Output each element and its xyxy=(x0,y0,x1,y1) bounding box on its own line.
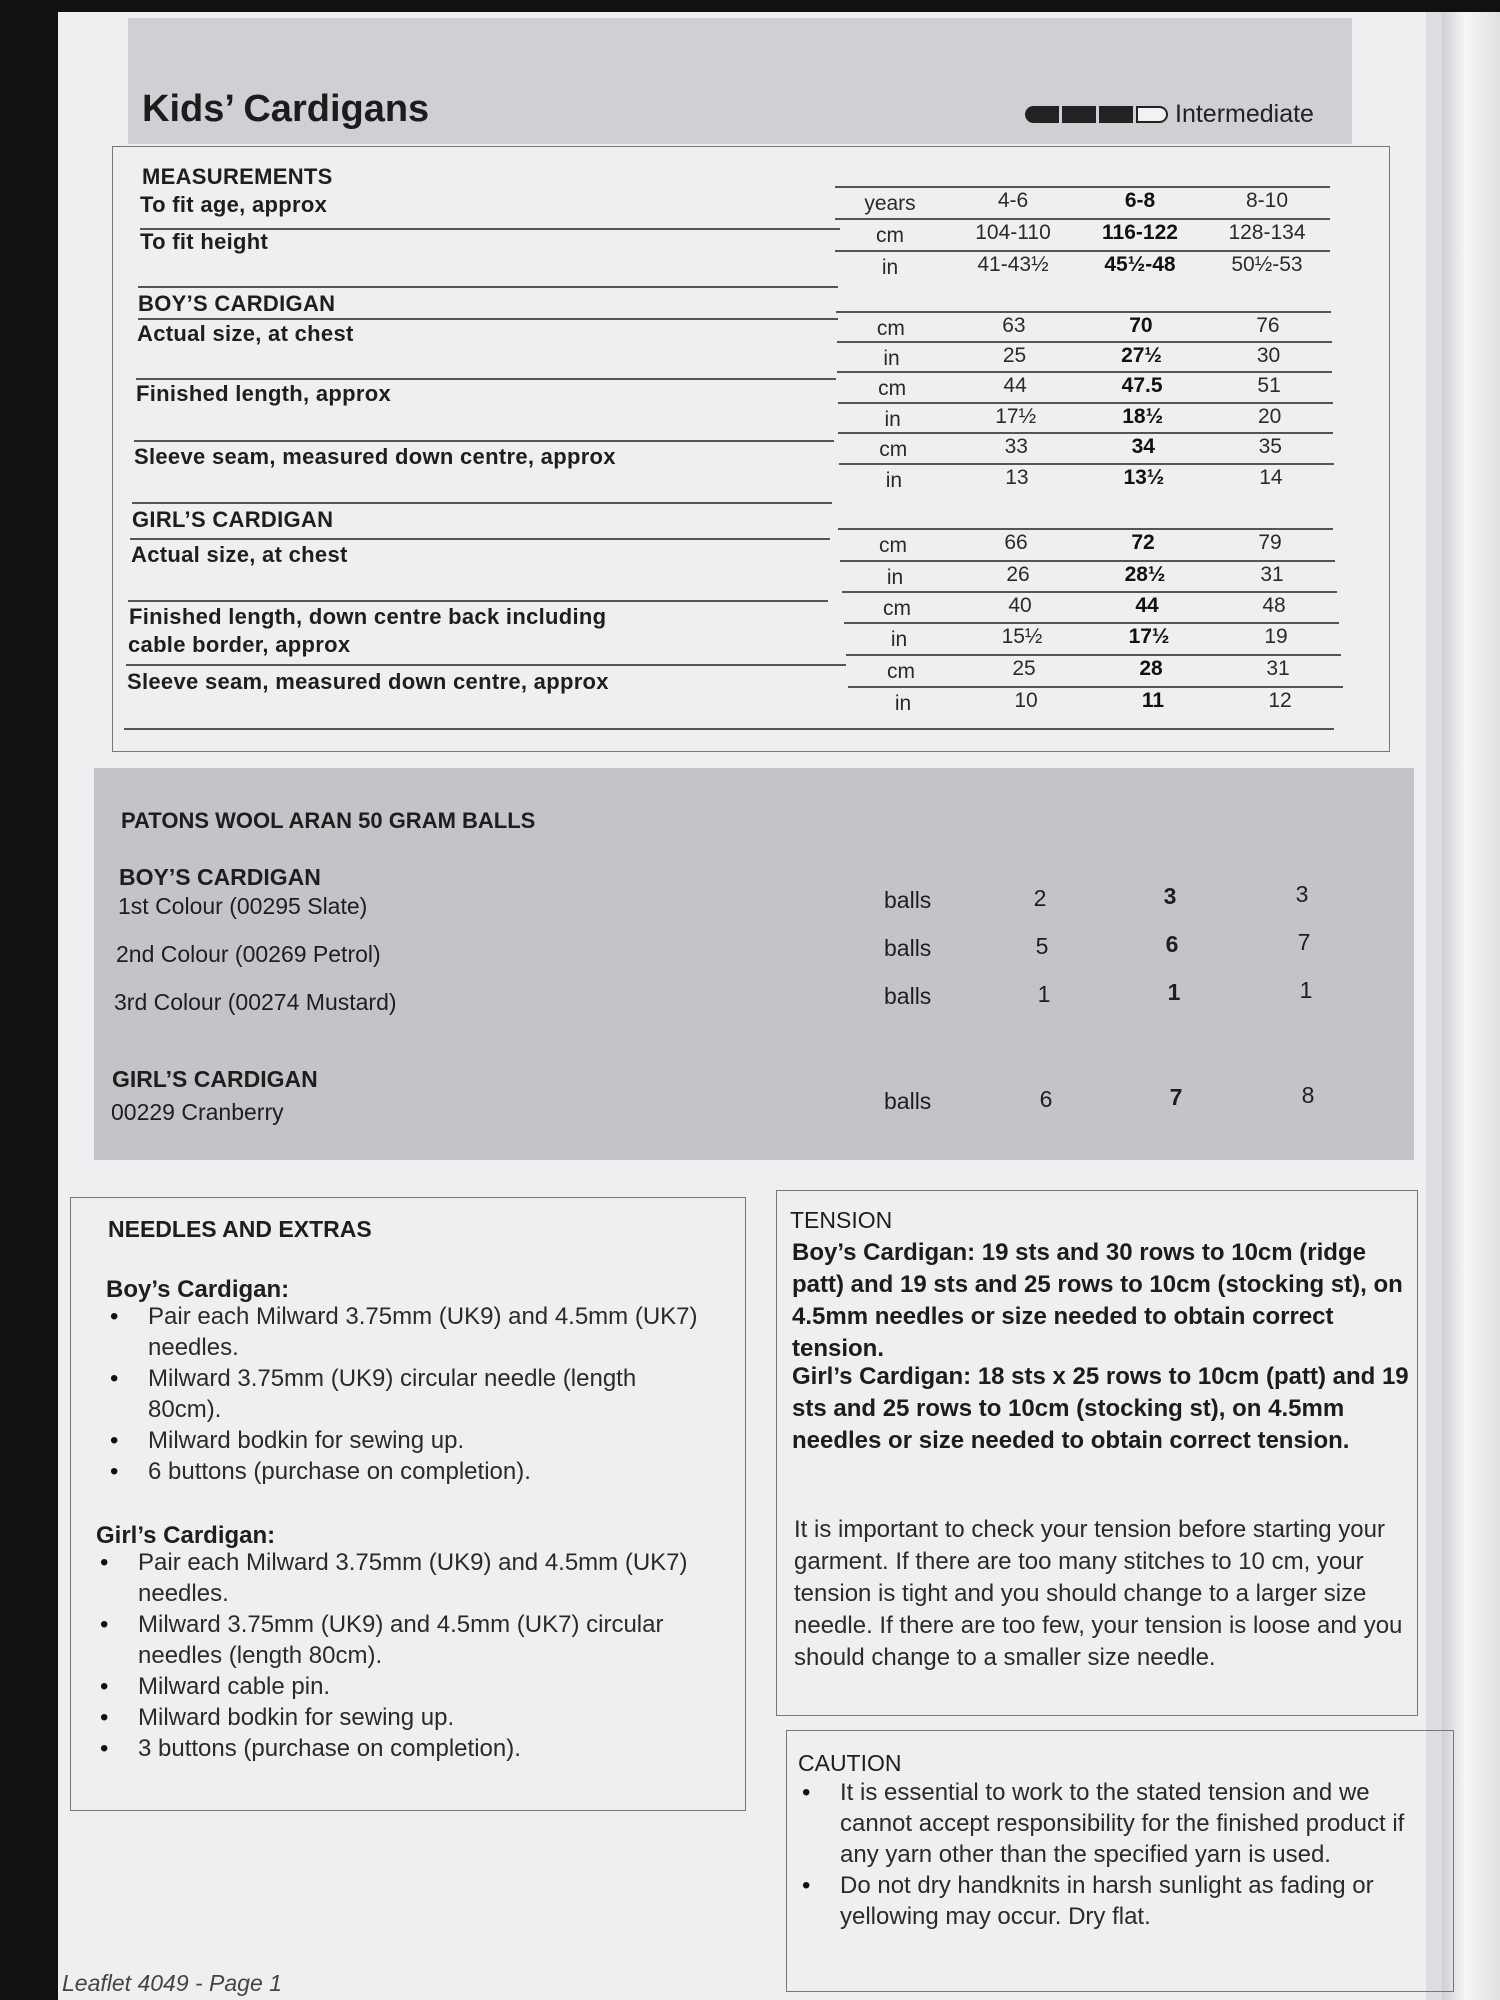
level-bar-icon xyxy=(1099,106,1133,123)
measure-value: 33 xyxy=(1004,435,1028,458)
label-divider xyxy=(140,228,840,230)
row-divider xyxy=(836,311,1331,313)
needles-item: • Milward cable pin. xyxy=(94,1671,734,1702)
row-divider xyxy=(838,528,1333,530)
row-divider xyxy=(835,250,1330,252)
measure-value-highlight: 44 xyxy=(1135,594,1159,617)
measure-unit: cm xyxy=(876,224,904,247)
yarn-unit: balls xyxy=(884,983,932,1009)
measure-value: 79 xyxy=(1258,531,1282,554)
label-divider xyxy=(138,286,838,288)
yarn-balls: 3 xyxy=(1295,881,1309,907)
row-divider xyxy=(837,371,1332,373)
measure-value-highlight: 28½ xyxy=(1124,563,1166,586)
measure-value: 35 xyxy=(1258,435,1282,458)
needles-heading: NEEDLES AND EXTRAS xyxy=(108,1216,372,1242)
yarn-balls: 7 xyxy=(1297,929,1311,955)
tension-boys: Boy’s Cardigan: 19 sts and 30 rows to 10cm (ridge patt) and 19 sts and 25 rows to 10cm (stocking st), on 4.5mm needles or size needed to obtain correct tension. xyxy=(792,1239,1403,1362)
measure-value: 40 xyxy=(1008,594,1032,617)
needles-item: • 3 buttons (purchase on completion). xyxy=(94,1733,734,1764)
needles-item: • 6 buttons (purchase on completion). xyxy=(104,1456,704,1487)
measure-value-highlight: 27½ xyxy=(1121,344,1162,367)
row-divider xyxy=(846,654,1341,656)
tension-note: It is important to check your tension before starting your garment. If there are too many stitches to 10 cm, your tension is tight and you should change to a larger size needle. If there are too few, your tension is loose and you should change to a smaller size needle. xyxy=(794,1516,1403,1671)
measure-unit: in xyxy=(890,628,908,651)
measure-value: 30 xyxy=(1256,344,1281,367)
label-divider xyxy=(126,664,846,666)
measure-value: 19 xyxy=(1264,625,1288,648)
yarn-balls: 8 xyxy=(1301,1082,1315,1108)
measure-unit: years xyxy=(864,192,916,215)
yarn-balls: 2 xyxy=(1033,885,1047,911)
level-bar-icon xyxy=(1062,106,1096,123)
measure-value-highlight: 28 xyxy=(1139,657,1163,680)
measure-value: 17½ xyxy=(995,405,1037,428)
needles-item: • Milward 3.75mm (UK9) circular needle (length 80cm). xyxy=(104,1363,704,1425)
measure-value-highlight: 45½-48 xyxy=(1104,253,1176,276)
needles-item: • Milward 3.75mm (UK9) and 4.5mm (UK7) circular needles (length 80cm). xyxy=(94,1609,734,1671)
row-divider xyxy=(835,218,1330,220)
tension-girls: Girl’s Cardigan: 18 sts x 25 rows to 10cm (patt) and 19 sts and 25 rows to 10cm (stocking st), on 4.5mm needles or size needed to obtain correct tension. xyxy=(792,1363,1409,1454)
needles-item: • Milward bodkin for sewing up. xyxy=(104,1425,704,1456)
difficulty-indicator xyxy=(1025,100,1314,129)
measure-unit: cm xyxy=(876,317,905,340)
measure-value: 63 xyxy=(1002,314,1026,337)
yarn-balls: 6 xyxy=(1039,1086,1053,1112)
row-divider xyxy=(838,402,1333,404)
caution-heading: CAUTION xyxy=(798,1750,902,1776)
row-divider xyxy=(842,591,1337,593)
measure-value: 48 xyxy=(1262,594,1286,617)
measure-unit: cm xyxy=(879,534,907,557)
girls-measure-heading: GIRL’S CARDIGAN xyxy=(132,507,334,532)
boys-sleeve-label: Sleeve seam, measured down centre, approx xyxy=(134,444,616,469)
page-edge xyxy=(1426,12,1442,2000)
measure-value: 31 xyxy=(1260,563,1284,586)
needles-item: • Pair each Milward 3.75mm (UK9) and 4.5mm (UK7) needles. xyxy=(94,1547,734,1609)
yarn-heading: PATONS WOOL ARAN 50 GRAM BALLS xyxy=(121,808,536,833)
yarn-colour-label: 1st Colour (00295 Slate) xyxy=(118,893,368,919)
yarn-colour-label: 2nd Colour (00269 Petrol) xyxy=(116,941,381,967)
girls-length-label-1: Finished length, down centre back including xyxy=(129,604,607,629)
yarn-balls: 5 xyxy=(1035,933,1049,959)
measurements-heading: MEASUREMENTS xyxy=(142,164,333,189)
measure-unit: in xyxy=(884,408,901,431)
row-divider xyxy=(838,432,1333,434)
measure-value: 41-43½ xyxy=(977,253,1049,276)
yarn-unit: balls xyxy=(884,887,932,913)
measure-value: 44 xyxy=(1003,374,1027,397)
yarn-balls-highlight: 7 xyxy=(1169,1084,1183,1110)
measure-value: 76 xyxy=(1256,314,1280,337)
measure-value: 128-134 xyxy=(1228,221,1306,244)
row-divider xyxy=(835,186,1330,188)
label-divider xyxy=(128,600,828,602)
label-divider xyxy=(124,728,1334,730)
row-divider xyxy=(844,622,1339,624)
boys-chest-label: Actual size, at chest xyxy=(137,321,354,346)
measure-value-highlight: 13½ xyxy=(1123,466,1165,489)
difficulty-label: Intermediate xyxy=(1175,100,1314,128)
measure-value: 12 xyxy=(1268,689,1292,712)
measure-value: 10 xyxy=(1014,689,1038,712)
measure-value: 14 xyxy=(1259,466,1283,489)
measure-value: 66 xyxy=(1004,531,1028,554)
caution-item: • It is essential to work to the stated tension and we cannot accept responsibility for the finished product if any yarn other than the specified yarn is used. xyxy=(796,1777,1446,1870)
measure-unit: in xyxy=(883,347,900,370)
level-bar-icon xyxy=(1025,106,1059,123)
label-divider xyxy=(134,440,834,442)
measure-unit: cm xyxy=(887,660,915,683)
measure-value: 51 xyxy=(1257,374,1281,397)
yarn-balls-highlight: 3 xyxy=(1163,883,1177,909)
measure-unit: cm xyxy=(883,597,911,620)
next-page-edge xyxy=(1442,12,1500,2000)
label-divider xyxy=(136,378,836,380)
measure-value-highlight: 17½ xyxy=(1128,625,1170,648)
level-bar-empty-icon xyxy=(1136,106,1168,123)
measure-unit: in xyxy=(885,469,903,492)
measure-unit: in xyxy=(881,256,899,279)
measure-value-highlight: 116-122 xyxy=(1102,221,1178,244)
measure-value: 4-6 xyxy=(997,189,1029,212)
row-divider xyxy=(840,560,1335,562)
measure-value-highlight: 6-8 xyxy=(1124,189,1156,212)
measure-value: 8-10 xyxy=(1245,189,1289,212)
measure-value: 20 xyxy=(1258,405,1282,428)
measure-value-highlight: 18½ xyxy=(1122,405,1164,428)
yarn-girls-heading: GIRL’S CARDIGAN xyxy=(112,1066,318,1092)
measure-value-highlight: 47.5 xyxy=(1121,374,1163,397)
measure-value: 26 xyxy=(1006,563,1030,586)
tension-heading: TENSION xyxy=(790,1207,893,1233)
measure-value: 104-110 xyxy=(975,221,1051,244)
needles-item: • Pair each Milward 3.75mm (UK9) and 4.5mm (UK7) needles. xyxy=(104,1301,704,1363)
page-title: Kids’ Cardigans xyxy=(142,88,430,130)
needles-boys-list xyxy=(104,1301,704,1487)
row-divider xyxy=(848,686,1343,688)
label-divider xyxy=(132,502,832,504)
caution-list xyxy=(796,1777,1446,1932)
yarn-balls: 1 xyxy=(1037,981,1051,1007)
yarn-colour-label: 3rd Colour (00274 Mustard) xyxy=(114,989,397,1015)
measure-value-highlight: 70 xyxy=(1129,314,1153,337)
girls-length-label-2: cable border, approx xyxy=(128,632,351,657)
girls-chest-label: Actual size, at chest xyxy=(131,542,348,567)
measure-value-highlight: 34 xyxy=(1131,435,1155,458)
measure-value: 15½ xyxy=(1001,625,1043,648)
measure-unit: in xyxy=(886,566,904,589)
measure-value: 13 xyxy=(1005,466,1029,489)
needles-girls-heading: Girl’s Cardigan: xyxy=(96,1522,276,1549)
needles-girls-list xyxy=(94,1547,734,1764)
age-label: To fit age, approx xyxy=(140,192,328,217)
measure-value: 25 xyxy=(1012,657,1036,680)
yarn-unit: balls xyxy=(884,935,932,961)
height-label: To fit height xyxy=(140,229,269,254)
boys-length-label: Finished length, approx xyxy=(136,381,392,406)
measure-value-highlight: 11 xyxy=(1141,689,1165,712)
page-footer: Leaflet 4049 - Page 1 xyxy=(62,1970,282,1996)
row-divider xyxy=(837,341,1332,343)
measure-unit: cm xyxy=(878,377,907,400)
yarn-balls-highlight: 6 xyxy=(1165,931,1179,957)
girls-sleeve-label: Sleeve seam, measured down centre, approx xyxy=(127,669,609,694)
caution-item: • Do not dry handknits in harsh sunlight as fading or yellowing may occur. Dry flat. xyxy=(796,1870,1446,1932)
measure-value: 25 xyxy=(1002,344,1027,367)
measure-value: 31 xyxy=(1266,657,1290,680)
yarn-balls: 1 xyxy=(1299,977,1313,1003)
yarn-colour-label: 00229 Cranberry xyxy=(111,1099,284,1125)
needles-item: • Milward bodkin for sewing up. xyxy=(94,1702,734,1733)
label-divider xyxy=(138,318,838,320)
yarn-unit: balls xyxy=(884,1088,932,1114)
measure-unit: in xyxy=(894,692,912,715)
boys-measure-heading: BOY’S CARDIGAN xyxy=(138,291,336,316)
measure-unit: cm xyxy=(879,438,908,461)
label-divider xyxy=(130,538,830,540)
yarn-boys-heading: BOY’S CARDIGAN xyxy=(119,864,321,890)
measure-value: 50½-53 xyxy=(1231,253,1303,276)
yarn-balls-highlight: 1 xyxy=(1167,979,1181,1005)
needles-boys-heading: Boy’s Cardigan: xyxy=(106,1276,290,1303)
measure-value-highlight: 72 xyxy=(1131,531,1155,554)
row-divider xyxy=(839,463,1334,465)
